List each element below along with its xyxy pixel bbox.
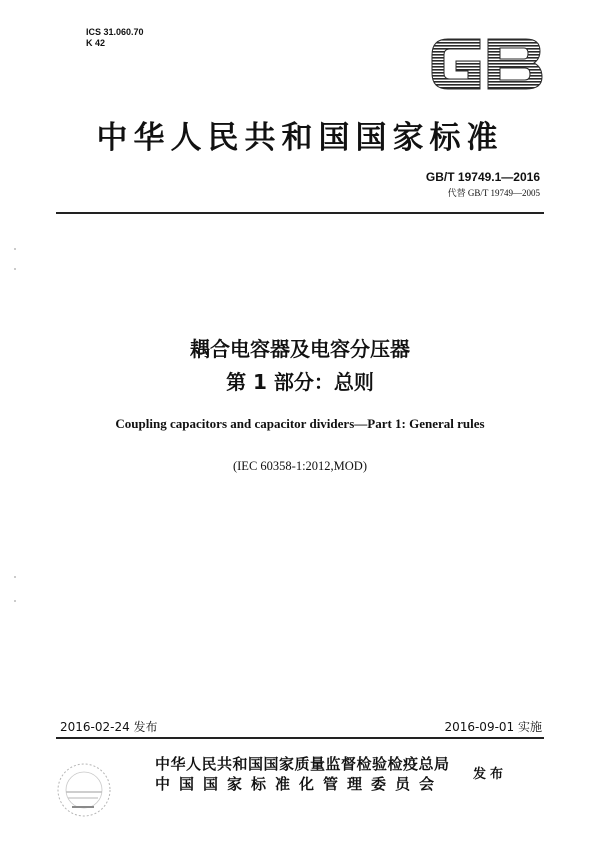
classification-codes: [86, 27, 144, 49]
issue-date: 2016-02-24 发布: [60, 720, 158, 734]
ccs-code: K 42: [86, 38, 106, 48]
standard-number: GB/T 19749.1—2016: [425, 170, 540, 184]
publisher-line2: 中国国家标准化管理委员会: [155, 775, 444, 793]
scan-speck: [14, 576, 16, 578]
scan-speck: [14, 268, 16, 270]
gb-logo: [428, 33, 546, 95]
publish-label: 发布: [473, 767, 508, 782]
replaces-standard: 代替 GB/T 19749—2005: [447, 188, 540, 198]
scan-speck: [14, 248, 16, 250]
footer-divider: [56, 737, 544, 739]
header-divider: [56, 212, 544, 214]
document-title-line1: 耦合电容器及电容分压器: [190, 337, 410, 361]
effective-date: 2016-09-01 实施: [444, 720, 542, 734]
scan-speck: [14, 600, 16, 602]
english-title: Coupling capacitors and capacitor dividers—Part 1: General rules: [115, 416, 485, 431]
iec-adoption-reference: (IEC 60358-1:2012,MOD): [232, 459, 367, 473]
ics-code: ICS 31.060.70: [86, 27, 144, 37]
watermark-stamp: [54, 760, 114, 820]
publisher-line1: 中华人民共和国国家质量监督检验检疫总局: [155, 755, 450, 773]
gb-logo-text: GB: [428, 33, 430, 34]
standard-type-title: 中华人民共和国国家标准: [96, 120, 504, 156]
document-title-line2: 第 1 部分：总则: [226, 370, 374, 394]
